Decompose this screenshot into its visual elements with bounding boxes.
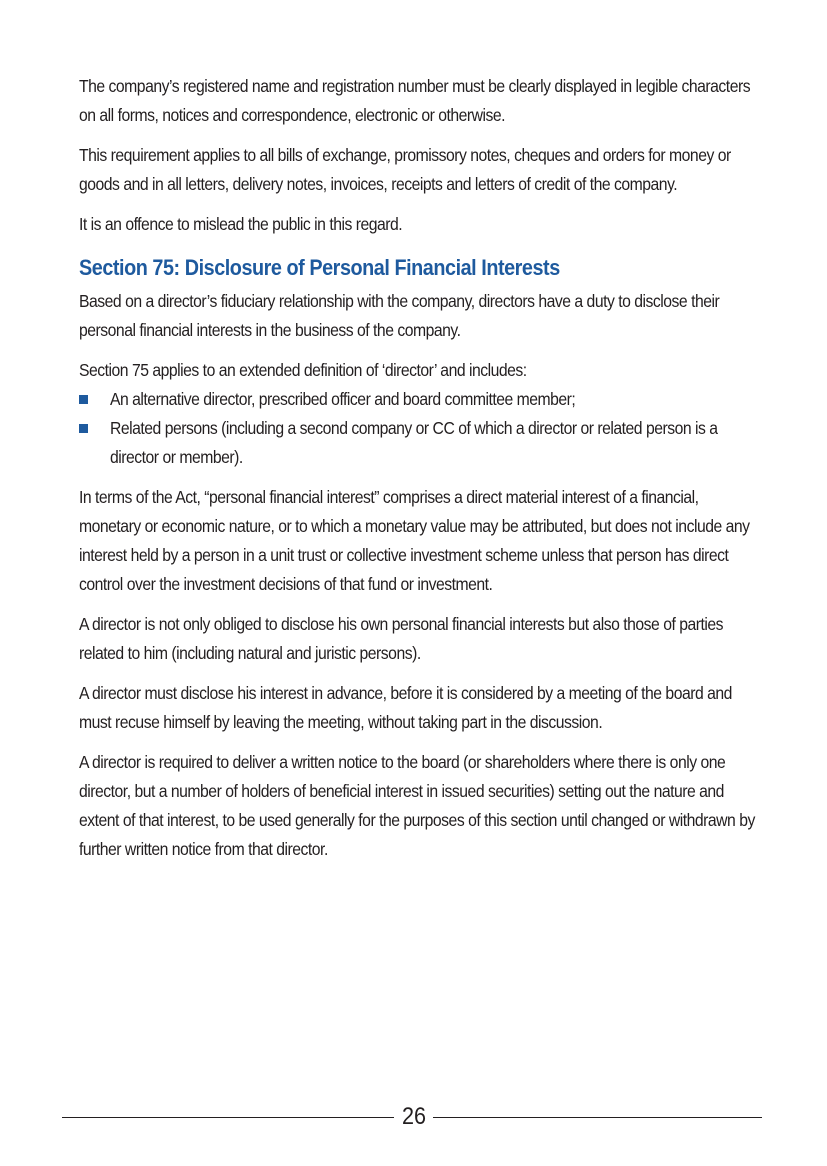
intro-paragraph-2: This requirement applies to all bills of exchange, promissory notes, cheques and orders for money or goods and in all letters, delivery notes, invoices, receipts and letters of credit of the company. (79, 145, 731, 194)
section-paragraph-definition-of-interest: In terms of the Act, “personal financial interest” comprises a direct material interest of a financial, monetary or economic nature, or to which a monetary value may be attributed, but does not include any interest held by a person in a unit trust or collective investment scheme unless that person has direct control over the investment decisions of that fund or investment. (79, 487, 750, 594)
square-bullet-icon (79, 395, 88, 404)
footer-rule-right (433, 1117, 762, 1118)
section-paragraph-related-parties: A director is not only obliged to disclose his own personal financial interests but also those of parties related to him (including natural and juristic persons). (79, 614, 724, 663)
section-paragraph-definition: Section 75 applies to an extended definition of ‘director’ and includes: (79, 360, 527, 380)
page-content (79, 72, 759, 875)
page-footer (62, 1100, 762, 1136)
section-paragraph-advance-disclosure: A director must disclose his interest in advance, before it is considered by a meeting of the board and must recuse himself by leaving the meeting, without taking part in the discussion. (79, 683, 732, 732)
intro-paragraph-1: The company’s registered name and registration number must be clearly displayed in legible characters on all forms, notices and correspondence, electronic or otherwise. (79, 76, 751, 125)
section-heading: Section 75: Disclosure of Personal Financial Interests (79, 255, 560, 280)
list-item (79, 385, 759, 414)
page-number: 26 (401, 1103, 427, 1130)
intro-paragraph-3: It is an offence to mislead the public in this regard. (79, 214, 403, 234)
square-bullet-icon (79, 424, 88, 433)
list-item (79, 414, 759, 472)
list-item-text: An alternative director, prescribed officer and board committee member; (110, 389, 576, 409)
footer-rule-left (62, 1117, 394, 1118)
section-paragraph-written-notice: A director is required to deliver a written notice to the board (or shareholders where there is only one director, but a number of holders of beneficial interest in issued securities) setting out the nature and extent of that interest, to be used generally for the purposes of this section until changed or withdrawn by further written notice from that director. (79, 752, 755, 859)
section-paragraph-fiduciary: Based on a director’s fiduciary relationship with the company, directors have a duty to disclose their personal financial interests in the business of the company. (79, 291, 720, 340)
director-definition-list (79, 385, 759, 472)
list-item-text: Related persons (including a second company or CC of which a director or related person is a director or member). (110, 418, 718, 467)
